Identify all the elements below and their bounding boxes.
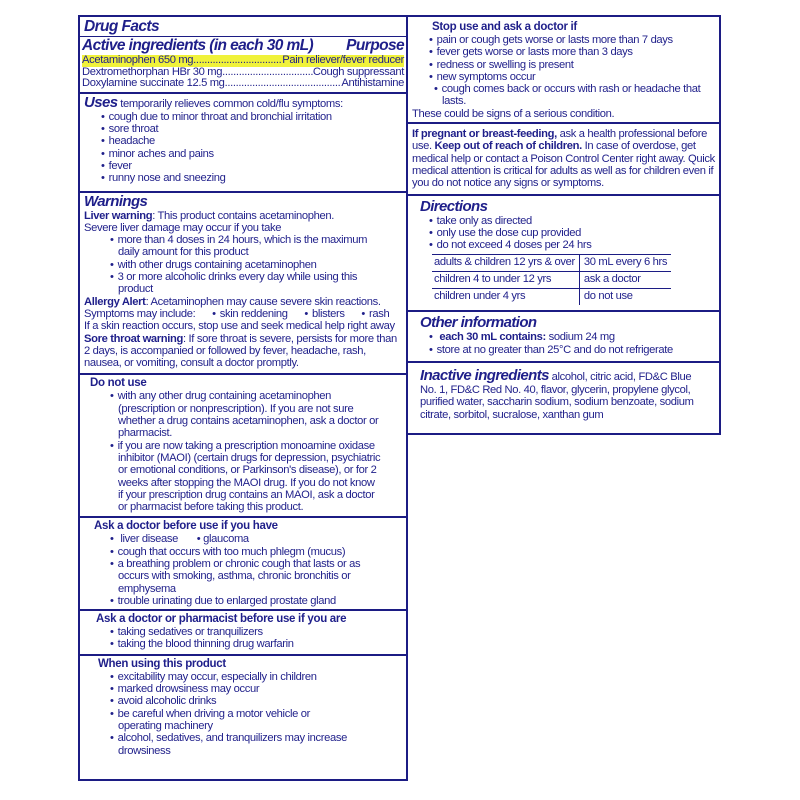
overdose-text: In case of overdose, get medical help or contact a Poison Control Center right away. Quick medical attention is critical for adults as well as for children even if you do not notice any signs or symptoms. <box>412 140 715 190</box>
directions-item: • do not exceed 4 doses per 24 hrs <box>412 239 715 251</box>
liver-item: • 3 or more alcoholic drinks every day while using this product <box>84 271 402 296</box>
symptoms-label: Symptoms may include: <box>84 307 196 320</box>
dosage-age: children under 4 yrs <box>432 289 579 306</box>
sore-throat-text: : If sore throat is severe, persists for more than 2 days, is accompanied or followed by fever, headache, rash, nausea, or vomiting, consult a doctor promptly. <box>84 332 397 370</box>
liver-warning-text2: Severe liver damage may occur if you take <box>84 221 282 234</box>
when-using-item: • marked drowsiness may occur <box>84 683 402 695</box>
uses-item: • headache <box>84 135 402 147</box>
liver-item: • more than 4 doses in 24 hours, which is the maximum daily amount for this product <box>84 234 402 259</box>
when-using-heading: When using this product <box>98 657 226 670</box>
drug-facts-title: Drug Facts <box>84 18 159 35</box>
uses-intro: temporarily relieves common cold/flu symptoms: <box>120 97 343 110</box>
ask-doctor-item: • cough that occurs with too much phlegm (mucus) <box>84 546 402 558</box>
uses-item: • fever <box>84 160 402 172</box>
when-using-item: • excitability may occur, especially in children <box>84 671 402 683</box>
drug-facts-title-row <box>80 17 406 37</box>
ask-doctor-section <box>80 518 406 611</box>
dosage-amount: 30 mL every 6 hrs <box>579 255 671 272</box>
uses-heading: Uses <box>84 93 118 111</box>
sodium-label: each 30 mL contains: <box>439 331 546 344</box>
ingredient-purpose: Antihistamine <box>341 77 404 90</box>
active-ingredients-header <box>82 37 404 55</box>
liver-item: • with other drugs containing acetaminophen <box>84 259 402 271</box>
do-not-use-heading: Do not use <box>90 377 147 390</box>
liver-warning <box>84 210 402 222</box>
ask-doctor-item: glaucoma <box>203 533 249 546</box>
dosage-row <box>432 289 671 306</box>
other-info-section <box>408 312 719 363</box>
directions-section <box>408 196 719 313</box>
drug-facts-left-panel <box>78 15 408 781</box>
ask-doctor-item: • trouble urinating due to enlarged prostate gland <box>84 595 402 607</box>
pregnancy-label: If pregnant or breast-feeding, <box>412 128 557 141</box>
do-not-use-item: • with any other drug containing acetaminophen (prescription or nonprescription). If you are not sure whether a drug contains acetaminophen, ask a doctor or pharmacist. <box>84 390 402 439</box>
stop-use-heading: Stop use and ask a doctor if <box>432 21 577 33</box>
ingredient-name: Doxylamine succinate 12.5 mg <box>82 77 225 90</box>
when-using-section <box>80 656 406 760</box>
warnings-heading: Warnings <box>84 192 148 210</box>
uses-item: • minor aches and pains <box>84 148 402 160</box>
sodium-value: sodium 24 mg <box>545 331 615 344</box>
stop-use-item: • cough comes back or occurs with rash or headache that lasts. <box>412 83 715 108</box>
drug-facts-right-panel <box>406 15 721 435</box>
ask-pharmacist-heading: Ask a doctor or pharmacist before use if you are <box>96 613 347 626</box>
keep-out-reach-label: Keep out of reach of children. <box>434 140 582 153</box>
stop-use-item: • new symptoms occur <box>412 71 715 83</box>
ask-doctor-item: liver disease <box>120 533 178 546</box>
skin-reaction-text: If a skin reaction occurs, stop use and seek medical help right away <box>84 320 395 333</box>
ask-pharmacist-item: • taking sedatives or tranquilizers <box>84 626 402 638</box>
ingredient-purpose: Cough suppressant <box>312 65 404 78</box>
do-not-use-item: • if you are now taking a prescription monoamine oxidase inhibitor (MAOI) (certain drugs for depression, psychiatric or emotional conditions, or Parkinson's disease), or for 2 weeks after stopping the MAOI drug. If you do not know if your prescription drug contains an MAOI, ask a doctor or pharmacist before taking this product. <box>84 440 402 514</box>
other-info-storage: • store at no greater than 25°C and do not refrigerate <box>412 344 715 356</box>
liver-warning-label: Liver warning <box>84 209 153 222</box>
inactive-ingredients-heading: Inactive ingredients <box>420 367 549 385</box>
symptom-item: • blisters <box>304 308 344 320</box>
other-info-heading: Other information <box>420 314 537 332</box>
leader-dots <box>225 78 342 90</box>
ingredient-row <box>82 78 404 90</box>
directions-item: • only use the dose cup provided <box>412 227 715 239</box>
ask-pharmacist-section <box>80 611 406 656</box>
directions-item: • take only as directed <box>412 215 715 227</box>
leader-dots <box>193 55 282 67</box>
uses-section <box>80 94 406 193</box>
when-using-item: • be careful when driving a motor vehicle or operating machinery <box>84 708 402 733</box>
inactive-ingredients-section <box>408 363 719 425</box>
when-using-item: • alcohol, sedatives, and tranquilizers may increase drowsiness <box>84 732 402 757</box>
allergy-alert-label: Allergy Alert <box>84 295 146 308</box>
symptom-item: • skin reddening <box>212 308 287 320</box>
dosage-row <box>432 272 671 289</box>
sore-throat-warning <box>84 333 402 370</box>
when-using-item: • avoid alcoholic drinks <box>84 695 402 707</box>
sore-throat-label: Sore throat warning <box>84 332 184 345</box>
ingredient-name: Acetaminophen 650 mg <box>82 54 194 66</box>
allergy-symptoms <box>84 308 402 320</box>
dosage-row <box>432 255 671 272</box>
other-info-sodium <box>412 331 715 343</box>
stop-use-section <box>408 17 719 124</box>
ask-pharmacist-item: • taking the blood thinning drug warfarin <box>84 638 402 650</box>
warnings-section <box>80 193 406 376</box>
pregnancy-section <box>408 124 719 195</box>
uses-item: • cough due to minor throat and bronchial irritation <box>84 111 402 123</box>
do-not-use-section <box>80 375 406 518</box>
ask-doctor-item: • a breathing problem or chronic cough that lasts or as occurs with smoking, asthma, chronic bronchitis or emphysema <box>84 558 402 595</box>
ingredient-purpose: Pain reliever/fever reducer <box>282 54 404 66</box>
dosage-table <box>432 254 671 305</box>
allergy-alert <box>84 296 402 308</box>
active-ingredients-section <box>80 17 406 94</box>
dosage-amount: ask a doctor <box>579 272 671 289</box>
stop-use-item: • fever gets worse or lasts more than 3 days <box>412 46 715 58</box>
allergy-alert-text: : Acetaminophen may cause severe skin reactions. <box>145 295 381 308</box>
ingredient-name: Dextromethorphan HBr 30 mg <box>82 65 223 78</box>
directions-heading: Directions <box>420 197 488 215</box>
leader-dots <box>222 67 313 79</box>
purpose-heading: Purpose <box>346 37 404 54</box>
pregnancy-text: ask a health professional before use. <box>412 128 708 153</box>
uses-item: • runny nose and sneezing <box>84 172 402 184</box>
dosage-age: children 4 to under 12 yrs <box>432 272 579 289</box>
liver-warning-text: : This product contains acetaminophen. <box>152 209 334 222</box>
stop-use-item: • pain or cough gets worse or lasts more than 7 days <box>412 34 715 46</box>
stop-use-item: • redness or swelling is present <box>412 59 715 71</box>
bullet-icon: • <box>196 533 204 546</box>
uses-item: • sore throat <box>84 123 402 135</box>
symptom-item: • rash <box>361 308 389 320</box>
dosage-amount: do not use <box>579 289 671 306</box>
dosage-age: adults & children 12 yrs & over <box>432 255 579 272</box>
active-ingredients-heading: Active ingredients (in each 30 mL) <box>82 37 314 54</box>
ask-doctor-inline-items <box>84 533 402 545</box>
inactive-ingredients-text: alcohol, citric acid, FD&C Blue No. 1, FD&C Red No. 40, flavor, glycerin, propylene glycol, purified water, saccharin sodium, sodium benzoate, sodium citrate, sorbitol, sucralose, xanthan gum <box>420 371 694 421</box>
stop-use-footer: These could be signs of a serious condition. <box>412 107 615 120</box>
ingredient-row <box>82 55 404 67</box>
ask-doctor-heading: Ask a doctor before use if you have <box>94 520 278 533</box>
